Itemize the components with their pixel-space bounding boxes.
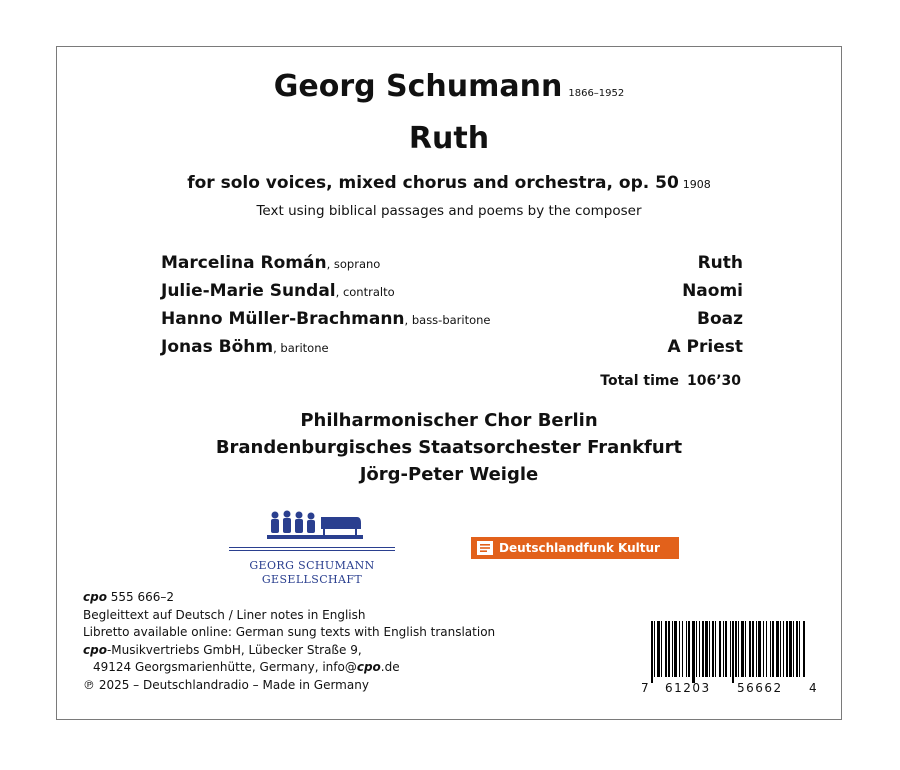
barcode-bar [715,621,716,677]
cast-row [161,281,743,305]
work-year: 1908 [682,178,711,191]
singer-name: Marcelina Román [161,253,327,273]
barcode-bar [766,621,767,677]
libretto-note: Libretto available online: German sung texts with English translation [83,625,496,639]
cast-row [161,309,743,333]
barcode-bar [789,621,792,677]
catalog-line [83,589,495,607]
copyright: ℗ 2025 – Deutschlandradio – Made in Germany [83,677,369,692]
role-name: Boaz [696,309,743,329]
address-line-2: 49124 Georgsmarienhütte, Germany, info@cpo.de [93,660,400,674]
role-name: Naomi [682,281,743,301]
barcode-bar [793,621,794,677]
cast-row [161,337,743,361]
text-note: Text using biblical passages and poems by the composer [256,203,642,219]
total-time-value: 106’30 [686,373,741,389]
barcode-bar [756,621,757,677]
total-time [600,373,741,389]
barcode [641,621,817,695]
performers [57,407,841,488]
barcode-bar [672,621,673,677]
singer-name: Jonas Böhm [161,337,274,357]
barcode-bar [772,621,774,677]
musicians-silhouette-icon [265,509,365,543]
voice-type: , contralto [335,285,395,299]
barcode-bar [763,621,764,677]
barcode-bar [738,621,739,677]
cast-row [161,253,743,277]
barcode-bar [783,621,784,677]
performer-conductor: Jörg-Peter Weigle [359,464,539,485]
work-subtitle [57,173,841,193]
barcode-bar [735,621,737,677]
barcode-bar [688,621,690,677]
barcode-bar [786,621,788,677]
barcode-bar [709,621,710,677]
performer-chorus: Philharmonischer Chor Berlin [300,410,598,431]
back-cover [56,46,842,720]
cpo-logo: cpo [83,590,107,604]
barcode-first-digit: 7 [641,681,649,695]
deutschlandfunk-text: Deutschlandfunk Kultur [499,541,660,555]
barcode-bar [796,621,798,677]
barcode-bar [705,621,708,677]
barcode-bar [770,621,771,677]
barcode-bar [665,621,667,677]
barcode-group-1: 61203 [665,681,711,695]
barcode-bar [799,621,800,677]
barcode-bar [674,621,677,677]
barcode-bar [668,621,670,677]
cpo-logo: cpo [83,642,107,657]
barcode-bar [702,621,704,677]
barcode-bar [692,621,695,683]
barcode-bar [749,621,751,677]
composer-line [57,69,841,104]
barcode-group-2: 56662 [737,681,783,695]
cpo-logo: cpo [356,660,381,674]
barcode-bar [699,621,700,677]
barcode-bar [719,621,721,677]
barcode-bar [651,621,653,683]
voice-type: , soprano [326,257,381,271]
address-line-1: cpo-Musikvertriebs GmbH, Lübecker Straße 9, [83,642,362,657]
barcode-bar [730,621,731,677]
liner-notes: Begleittext auf Deutsch / Liner notes in English [83,607,366,622]
gesellschaft-line1: GEORG SCHUMANN [249,559,375,572]
performer-orchestra: Brandenburgisches Staatsorchester Frankfurt [215,437,683,458]
barcode-last-digit: 4 [809,681,817,695]
barcode-bars [641,621,817,683]
barcode-bar [776,621,779,677]
total-time-label: Total time [600,373,679,389]
barcode-bar [723,621,724,677]
barcode-bar [752,621,754,677]
role-name: Ruth [697,253,743,273]
voice-type: , baritone [273,341,329,355]
gesellschaft-text [229,559,395,587]
barcode-bar [696,621,697,677]
barcode-bar [725,621,727,677]
role-name: A Priest [667,337,743,357]
barcode-bar [654,621,655,677]
gesellschaft-line2: GESELLSCHAFT [261,573,363,586]
gesellschaft-logo [229,507,395,591]
singer-name: Julie-Marie Sundal [161,281,336,301]
barcode-bar [803,621,805,677]
barcode-bar [745,621,746,677]
barcode-bar [712,621,714,677]
barcode-bar [732,621,734,683]
voice-type: , bass-baritone [404,313,491,327]
barcode-bar [780,621,781,677]
barcode-bar [661,621,662,677]
singer-name: Hanno Müller-Brachmann [161,309,405,329]
barcode-bar [741,621,744,677]
barcode-bar [657,621,660,677]
barcode-bar [679,621,680,677]
document-icon [477,541,493,555]
deutschlandfunk-logo [471,537,679,559]
composer-years: 1866–1952 [568,88,625,99]
release-info [83,589,495,694]
composer-name: Georg Schumann [273,69,563,104]
barcode-bar [758,621,761,677]
barcode-bar [686,621,687,677]
subtitle-text: for solo voices, mixed chorus and orchestra, op. 50 [187,173,679,193]
catalog-number: 555 666–2 [106,590,175,604]
barcode-bar [682,621,683,677]
work-title: Ruth [408,121,490,156]
